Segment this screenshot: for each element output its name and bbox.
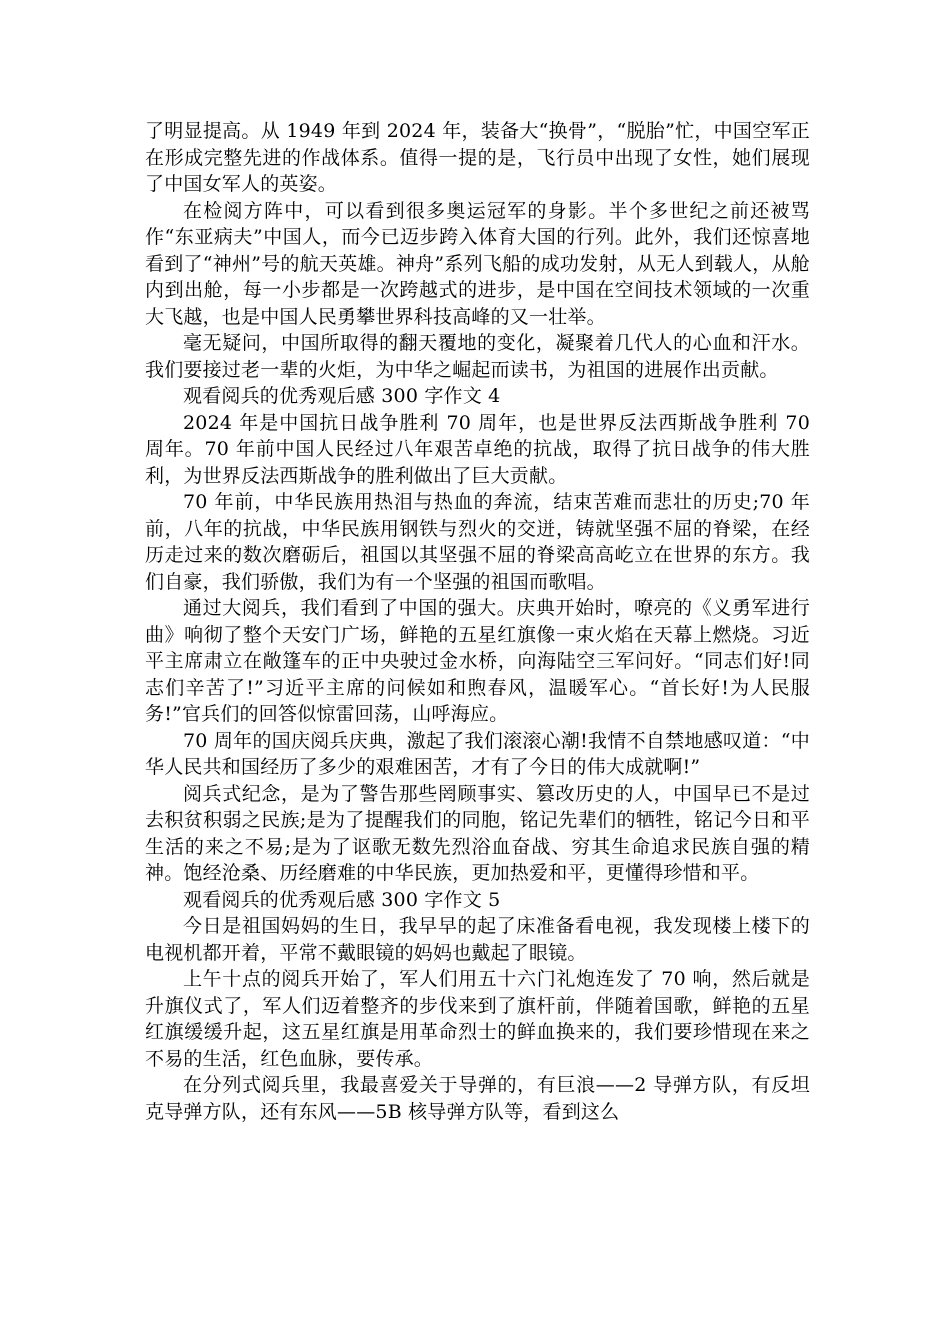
paragraph-conclusion: 毫无疑问，中国所取得的翻天覆地的变化，凝聚着几代人的心血和汗水。我们要接过老一辈的火炬，为中华之崛起而读书，为祖国的进展作出贡献。 [145,332,810,381]
paragraph-anniversary: 2024 年是中国抗日战争胜利 70 周年，也是世界反法西斯战争胜利 70 周年。70 年前中国人民经过八年艰苦卓绝的抗战，取得了抗日战争的伟大胜利，为世界反法西斯战争的胜利做出了巨大贡献。 [145,411,810,487]
document-page [145,118,810,1125]
section-heading-essay-5: 观看阅兵的优秀观后感 300 字作文 5 [183,888,501,911]
paragraph-flag-raising: 上午十点的阅兵开始了，军人们用五十六门礼炮连发了 70 响，然后就是升旗仪式了，军人们迈着整齐的步伐来到了旗杆前，伴随着国歌，鲜艳的五星红旗缓缓升起，这五星红旗是用革命烈士的鲜血换来的，我们要珍惜现在来之不易的生活，红色血脉，要传承。 [145,968,810,1070]
paragraph-olympic-champions: 在检阅方阵中，可以看到很多奥运冠军的身影。半个多世纪之前还被骂作“东亚病夫”中国人，而今已迈步跨入体育大国的行列。此外，我们还惊喜地看到了“神州”号的航天英雄。神舟”系列飞船的成功发射，从无人到载人，从舱内到出舱，每一小步都是一次跨越式的进步，是中国在空间技术领域的一次重大飞越，也是中国人民勇攀世界科技高峰的又一壮举。 [145,199,810,328]
paragraph-national-day: 70 周年的国庆阅兵庆典，激起了我们滚滚心潮!我情不自禁地感叹道：“中华人民共和国经历了多少的艰难困苦，才有了今日的伟大成就啊!” [145,729,810,778]
paragraph-missiles: 在分列式阅兵里，我最喜爱关于导弹的，有巨浪——2 导弹方队，有反坦克导弹方队，还有东风——5B 核导弹方队等，看到这么 [145,1074,810,1123]
paragraph-grand-parade: 通过大阅兵，我们看到了中国的强大。庆典开始时，嘹亮的《义勇军进行曲》响彻了整个天安门广场，鲜艳的五星红旗像一束火焰在天幕上燃烧。习近平主席肃立在敞篷车的正中央驶过金水桥，向海陆空三军问好。“同志们好!同志们辛苦了!”习近平主席的问候如和煦春风，温暖军心。“首长好!为人民服务!”官兵们的回答似惊雷回荡，山呼海应。 [145,597,810,725]
paragraph-continuation: 了明显提高。从 1949 年到 2024 年，装备大“换骨”，“脱胎”忙，中国空军正在形成完整先进的作战体系。值得一提的是，飞行员中出现了女性，她们展现了中国女军人的英姿。 [145,120,810,195]
paragraph-seventy-years-ago: 70 年前，中华民族用热泪与热血的奔流，结束苦难而悲壮的历史;70 年前，八年的抗战，中华民族用钢铁与烈火的交迸，铸就坚强不屈的脊梁，在经历走过来的数次磨砺后，祖国以其坚强不屈的脊梁高高屹立在世界的东方。我们自豪，我们骄傲，我们为有一个坚强的祖国而歌唱。 [145,491,810,593]
paragraph-birthday: 今日是祖国妈妈的生日，我早早的起了床准备看电视，我发现楼上楼下的电视机都开着，平常不戴眼镜的妈妈也戴起了眼镜。 [145,915,810,964]
section-heading-essay-4: 观看阅兵的优秀观后感 300 字作文 4 [183,385,501,407]
paragraph-commemoration: 阅兵式纪念，是为了警告那些罔顾事实、篡改历史的人，中国早已不是过去积贫积弱之民族;是为了提醒我们的同胞，铭记先辈们的牺牲，铭记今日和平生活的来之不易;是为了讴歌无数先烈浴血奋战、穷其生命追求民族自强的精神。饱经沧桑、历经磨难的中华民族，更加热爱和平，更懂得珍惜和平。 [145,782,810,884]
